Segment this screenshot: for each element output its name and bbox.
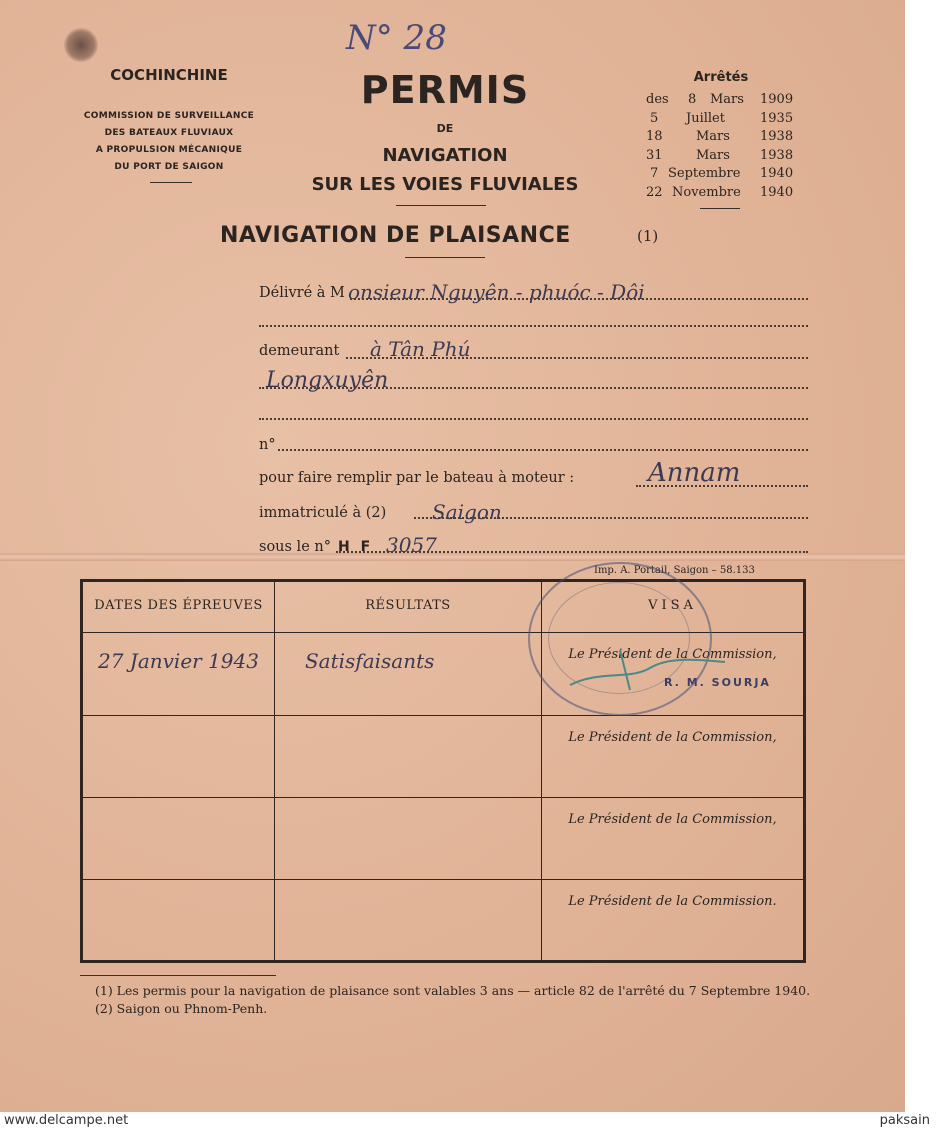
commission-line: DES BATEAUX FLUVIAUX: [104, 128, 234, 138]
footnote-1: (1) Les permis pour la navigation de plaisance sont valables 3 ans — article 82 de l'arrêté du 7 Septembre 1940.: [95, 983, 811, 998]
commission-line: DU PORT DE SAIGON: [114, 162, 224, 172]
arrete-row: des 8 Mars 1909: [646, 92, 794, 107]
immatricule-label: immatriculé à (2): [259, 505, 387, 521]
cell-visa: Le Président de la Commission.: [542, 880, 805, 962]
cell-result: [274, 798, 541, 880]
divider: [405, 257, 485, 258]
region-title: COCHINCHINE: [110, 66, 228, 84]
watermark-right: paksain: [879, 1113, 930, 1128]
cell-date: 27 Janvier 1943: [82, 633, 275, 716]
footnote-2: (2) Saigon ou Phnom-Penh.: [95, 1001, 268, 1016]
sous-label: sous le n°: [259, 539, 331, 555]
fill-line: [414, 517, 808, 519]
subtitle-ref: (1): [637, 227, 659, 245]
fill-line: [259, 387, 808, 389]
demeurant-value: à Tân Phú: [370, 337, 471, 361]
title-voies: SUR LES VOIES FLUVIALES: [311, 174, 579, 195]
fill-line: [350, 298, 808, 300]
divider: [396, 205, 486, 206]
document-page: N° 28 COCHINCHINE COMMISSION DE SURVEILLANCE DES BATEAUX FLUVIAUX A PROPULSION MÉCANIQUE DU PORT DE SAIGON PERMIS DE NAVIGATION SUR LES VOIES FLUVIALES Arrêtés des 8 Mars 1909 5 Juillet 1935 18 Mars 1938 31 Mars 1938 7 Septembre 1940 22 Novembre 1940 NAVIGATION DE PLAISANCE (1) Délivré à M onsieur Nguyên - phuóc - Dôi demeurant à Tân Phú Longxuyên n° pour faire remplir par le bateau à moteur : Annam immatriculé à (2) Saigon sous le n° H F 3057 Imp. A. Portail, Saigon – 58.133 DATES DES ÉPREUVES RÉSULTATS VISA 27 Janvier 1943 Satisfaisants Le Président de la Commission, R. M. SOURJA Le Président de la Commission, Le Président de la Commission, Le Président de la Commission. (1) Les permis pour la navigation de plaisance sont valables 3 ans — article 82 de l'arrêté du 7 Septembre 1940. (2) Saigon ou Phnom-Penh.: [0, 0, 905, 1112]
demeurant-label: demeurant: [259, 343, 340, 359]
delivre-value: onsieur Nguyên - phuóc - Dôi: [348, 280, 645, 304]
table-row: [82, 798, 805, 880]
cell-result: Satisfaisants: [274, 633, 541, 716]
title-navigation: NAVIGATION: [382, 145, 508, 166]
fill-line: [278, 449, 808, 451]
cell-result: [274, 880, 541, 962]
address-line2: Longxuyên: [266, 368, 389, 393]
header-visa: VISA: [542, 581, 805, 633]
stamp-name: R. M. SOURJA: [664, 676, 771, 689]
table-row: [82, 716, 805, 798]
cell-date: [82, 716, 275, 798]
notes-divider: [80, 975, 276, 976]
cell-date: [82, 798, 275, 880]
commission-line: COMMISSION DE SURVEILLANCE: [83, 111, 255, 121]
watermark-left[interactable]: www.delcampe.net: [4, 1113, 129, 1128]
fill-line: [346, 357, 808, 359]
page-fold: [0, 553, 905, 561]
bateau-label: pour faire remplir par le bateau à moteur :: [259, 470, 575, 486]
immatricule-value: Saigon: [432, 500, 502, 524]
header-resultats: RÉSULTATS: [274, 581, 541, 633]
table-row: [82, 880, 805, 962]
header-dates: DATES DES ÉPREUVES: [82, 581, 275, 633]
subtitle: NAVIGATION DE PLAISANCE: [220, 223, 571, 248]
fill-line: [636, 485, 808, 487]
fill-line: [259, 418, 808, 420]
commission-block: [80, 108, 258, 176]
cell-visa: Le Président de la Commission,: [542, 798, 805, 880]
cell-date: [82, 880, 275, 962]
printer-imprint: Imp. A. Portail, Saigon – 58.133: [594, 565, 755, 576]
page-title: PERMIS: [360, 68, 530, 112]
serial-number: N° 28: [346, 18, 447, 58]
fill-line: [259, 325, 808, 327]
divider: [150, 182, 192, 183]
footnotes: [95, 983, 815, 1016]
sous-prefix: H F: [338, 539, 374, 555]
arretes-heading: Arrêtés: [693, 70, 749, 85]
watermark-bar: [0, 1112, 938, 1131]
signature-mark: [560, 640, 730, 700]
ink-stain: [64, 28, 98, 62]
no-label: n°: [259, 437, 276, 453]
cell-visa: Le Président de la Commission,: [542, 716, 805, 798]
title-de: DE: [436, 122, 454, 135]
fill-line: [336, 551, 808, 553]
cell-result: [274, 716, 541, 798]
sous-value: 3057: [386, 533, 437, 557]
commission-line: A PROPULSION MÉCANIQUE: [95, 145, 243, 155]
divider: [700, 208, 740, 209]
visa-text: Le Président de la Commission,: [568, 647, 777, 662]
delivre-label: Délivré à M: [259, 285, 345, 301]
bateau-value: Annam: [648, 458, 741, 488]
